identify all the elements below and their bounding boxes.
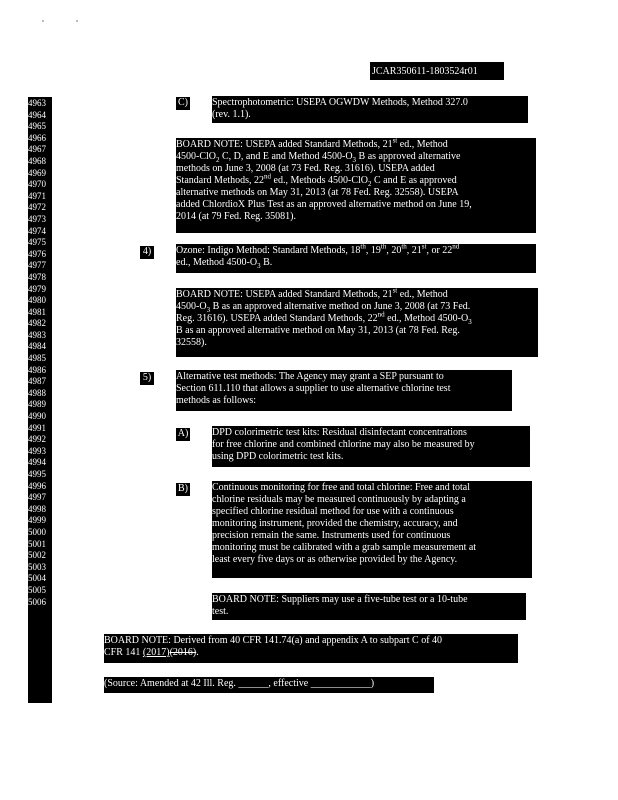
text-line: alternative methods on May 31, 2013 (at 78 Fed. Reg. 32558). USEPA	[176, 187, 459, 198]
line-number: 4981	[28, 306, 46, 317]
text-line: using DPD colorimetric test kits.	[212, 451, 344, 462]
text-line: 4500-ClO$_2$ C, D, and E and Method $4500-O_3$ B as approved alternative	[176, 151, 461, 164]
text-line: 2014 (at 79 Fed. Reg. 35081).	[176, 211, 296, 222]
line-number: 5003	[28, 561, 46, 572]
text-line: ed., Method $4500-O_3$ B.	[176, 257, 273, 270]
line-number: 4991	[28, 422, 46, 433]
line-number: 4963	[28, 98, 46, 108]
item-c-text	[212, 96, 528, 123]
line-number: 4964	[28, 109, 46, 120]
line-number: 4987	[28, 376, 46, 387]
line-number: 4978	[28, 271, 46, 282]
register-blank: ______	[238, 678, 269, 689]
text-line: Reg. 31616). USEPA added Standard Methods, 22nd ed., Method $4500-O_3$	[176, 310, 472, 326]
line-number: 4970	[28, 179, 46, 190]
item-b-text	[212, 481, 532, 578]
line-number: 5000	[28, 526, 46, 537]
line-number: 4999	[28, 515, 46, 526]
item-marker-5: 5)	[140, 372, 154, 385]
line-number: 4966	[28, 132, 46, 143]
text-line: 32558).	[176, 337, 207, 348]
text-line: B as an approved alternative method on May 31, 2013 (at 78 Fed. Reg.	[176, 325, 460, 336]
line-number: 4972	[28, 202, 46, 213]
source-note	[104, 677, 434, 693]
line-number: 5006	[28, 596, 46, 607]
effective-date-blank: ____________	[310, 678, 371, 689]
line-number: 4968	[28, 155, 46, 166]
text-line: for free chlorine and combined chlorine may also be measured by	[212, 439, 475, 450]
item-a-text	[212, 426, 530, 467]
line-number: 4993	[28, 445, 46, 456]
text-line: (rev. 1.1).	[212, 109, 251, 120]
line-number: 4980	[28, 295, 46, 306]
line-number: 5004	[28, 573, 46, 584]
line-number: 4996	[28, 480, 46, 491]
text-line: $4500-O_3$ B as an approved alternative method on June 3, 2008 (at 73 Fed.	[176, 301, 471, 314]
source-suffix: )	[370, 678, 375, 689]
text-line: BOARD NOTE: Suppliers may use a five-tube test or a 10-tube	[212, 594, 468, 605]
line-number: 4982	[28, 318, 46, 329]
scan-speck	[76, 20, 78, 22]
text-line: chlorine residuals may be measured continuously by adapting a	[212, 494, 466, 505]
citation-prefix: CFR 141	[104, 647, 143, 658]
line-number: 4983	[28, 329, 46, 340]
text-line: Continuous monitoring for free and total chlorine: Free and total	[212, 482, 470, 493]
text-line: test.	[212, 606, 229, 617]
text-line: precision remain the same. Instruments used for continuous	[212, 530, 451, 541]
board-note-4	[104, 634, 518, 663]
text-line: Ozone: Indigo Method: Standard Methods, 18th, 19th, 20th, 21st, or 22nd	[176, 242, 460, 256]
line-number: 4971	[28, 190, 46, 201]
item-marker-a: A)	[177, 428, 189, 439]
line-number: 4967	[28, 144, 46, 155]
line-number: 4992	[28, 434, 46, 445]
text-line: Spectrophotometric: USEPA OGWDW Methods, Method 327.0	[212, 97, 468, 108]
line-number: 4979	[28, 283, 46, 294]
text-line: DPD colorimetric test kits: Residual disinfectant concentrations	[212, 427, 467, 438]
citation-suffix: .	[196, 647, 199, 658]
text-line: Section 611.110 that allows a supplier to use alternative chlorine test	[176, 383, 451, 394]
text-line	[104, 647, 518, 659]
text-line: methods on June 3, 2008 (at 73 Fed. Reg. 31616). USEPA added	[176, 163, 435, 174]
item-5-text	[176, 370, 512, 411]
line-number: 4998	[28, 503, 46, 514]
text-line: Standard Methods, 22nd ed., Methods 4500-ClO$_2$ C and E as approved	[176, 172, 457, 188]
deleted-year: (2016)	[169, 647, 197, 658]
item-marker-b: B)	[178, 483, 188, 494]
line-number: 4985	[28, 353, 46, 364]
line-number: 5005	[28, 584, 46, 595]
line-number: 4974	[28, 225, 46, 236]
line-number: 4997	[28, 492, 46, 503]
text-line: monitoring must be calibrated with a grab sample measurement at	[212, 542, 477, 553]
text-line: Alternative test methods: The Agency may grant a SEP pursuant to	[176, 371, 444, 382]
item-marker-4: 4)	[140, 246, 154, 259]
line-number: 4965	[28, 121, 46, 132]
board-note-3	[212, 593, 526, 620]
text-line: least every five days or as otherwise provided by the Agency.	[212, 554, 458, 565]
line-number: 4989	[28, 399, 46, 410]
item-marker-c: C)	[178, 97, 188, 108]
line-number: 4976	[28, 248, 46, 259]
text-line: monitoring instrument, provided the chemistry, accuracy, and	[212, 518, 458, 529]
text-line: BOARD NOTE: USEPA added Standard Methods, 21st ed., Method	[176, 286, 448, 300]
line-number: 4975	[28, 237, 46, 248]
item-4-text	[176, 244, 536, 273]
line-number: 4995	[28, 469, 46, 479]
line-number: 4969	[28, 167, 46, 178]
line-number: 5002	[28, 550, 46, 561]
board-note-2	[176, 288, 538, 357]
line-number: 4973	[28, 213, 46, 224]
line-number: 4986	[28, 364, 46, 375]
board-note-1	[176, 138, 536, 233]
text-line	[104, 678, 434, 690]
line-number: 5001	[28, 538, 46, 549]
line-number: 4994	[28, 457, 46, 468]
source-prefix: (Source: Amended at 42 Ill. Reg.	[104, 678, 239, 689]
line-number: 4988	[28, 387, 46, 398]
inserted-year: (2017)	[142, 647, 170, 658]
text-line: methods as follows:	[176, 395, 256, 406]
line-number: 4990	[28, 411, 46, 422]
text-line: BOARD NOTE: Derived from 40 CFR 141.74(a) and appendix A to subpart C of 40	[104, 635, 443, 646]
line-number: 4977	[28, 260, 46, 271]
text-line: added ChlordioX Plus Test as an approved alternative method on June 19,	[176, 199, 472, 210]
line-number: 4984	[28, 341, 46, 352]
document-id: JCAR350611-1803524r01	[372, 66, 478, 77]
text-line: BOARD NOTE: USEPA added Standard Methods, 21st ed., Method	[176, 136, 448, 150]
source-middle: , effective	[268, 678, 311, 689]
line-number-column	[28, 97, 52, 703]
text-line: specified chlorine residual method for use with a continuous	[212, 506, 454, 517]
scan-speck	[42, 20, 44, 22]
